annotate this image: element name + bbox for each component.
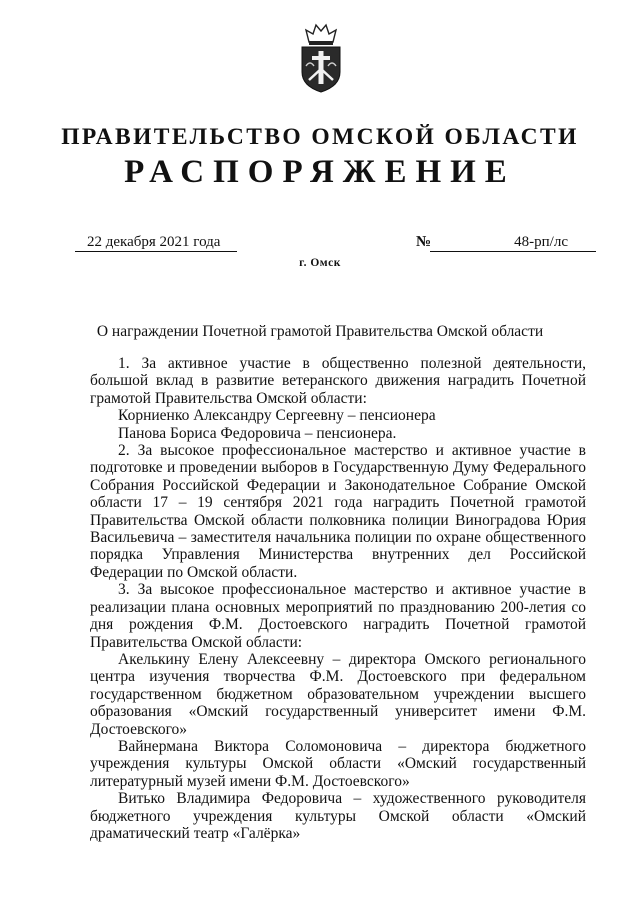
document-type-title: РАСПОРЯЖЕНИЕ xyxy=(124,154,516,190)
city-label: г. Омск xyxy=(299,257,341,269)
awardee-korniyenko: Корниенко Александру Сергеевну – пенсионера xyxy=(118,407,436,425)
paragraph-1: 1. За активное участие в общественно полезной деятельности, большой вклад в развитие ветеранского движения наградить Почетной грамотой Правительства Омской области: xyxy=(90,355,586,407)
number-label: № xyxy=(416,234,432,250)
document-number: 48-рп/лс xyxy=(430,233,596,252)
organization-title: ПРАВИТЕЛЬСТВО ОМСКОЙ ОБЛАСТИ xyxy=(61,124,579,150)
document-date: 22 декабря 2021 года xyxy=(75,233,237,252)
awardee-vainerman: Вайнермана Виктора Соломоновича – директора бюджетного учреждения культуры Омской области «Омский государственный литературный музей имени Ф.М. Достоевского» xyxy=(90,737,586,790)
document-body xyxy=(90,355,586,842)
omsk-coat-of-arms-icon xyxy=(296,22,346,94)
paragraph-3: 3. За высокое профессиональное мастерство и активное участие в реализации плана основных мероприятий по празднованию 200-летия со дня рождения Ф.М. Достоевского наградить Почетной грамотой Правительства Омской области: xyxy=(90,581,586,651)
awardee-akelkina: Акелькину Елену Алексеевну – директора Омского регионального центра изучения творчества Ф.М. Достоевского при федеральном государственном бюджетном образовательном учреждении высшего образования «Омский государственный университет имени Ф.М. Достоевского» xyxy=(90,650,586,738)
awardee-vitko: Витько Владимира Федоровича – художественного руководителя бюджетного учреждения культуры Омской области «Омский драматический театр «Галёрка» xyxy=(90,790,586,842)
document-subject: О награждении Почетной грамотой Правительства Омской области xyxy=(96,323,544,340)
awardee-panov: Панова Бориса Федоровича – пенсионера. xyxy=(118,424,397,442)
paragraph-2: 2. За высокое профессиональное мастерство и активное участие в подготовке и проведении выборов в Государственную Думу Федерального Собрания Российской Федерации и Законодательное Собрание Омской области 17 – 19 сентября 2021 года наградить Почетной грамотой Правительства Омской области полковника полиции Виноградова Юрия Васильевича – заместителя начальника полиции по охране общественного порядка Управления Министерства внутренних дел Российской Федерации по Омской области. xyxy=(90,442,586,581)
